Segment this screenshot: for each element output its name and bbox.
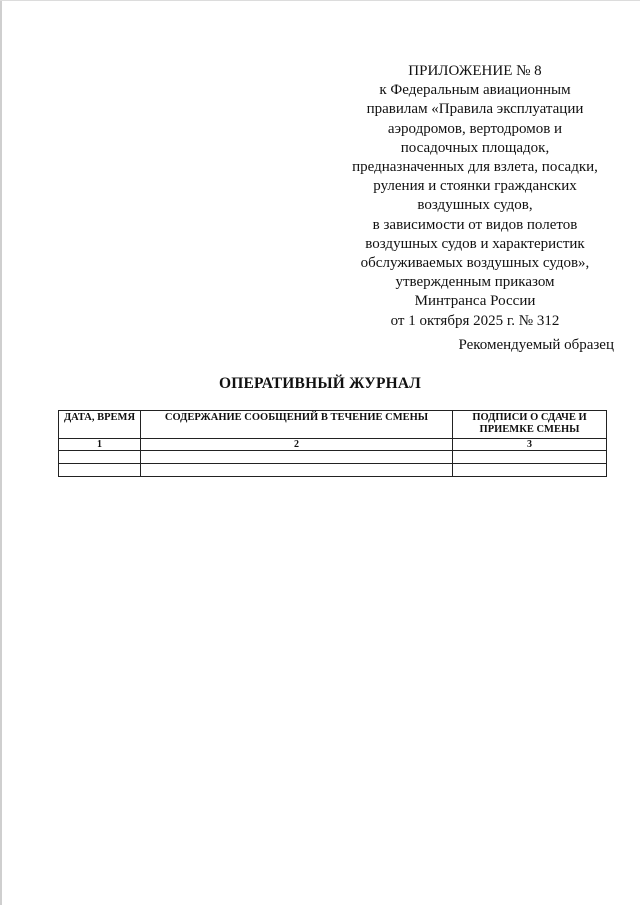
column-number-row xyxy=(59,439,607,451)
column-number: 3 xyxy=(453,439,607,451)
table-row xyxy=(59,464,607,477)
table-header-row xyxy=(59,411,607,439)
annex-line: утвержденным приказом xyxy=(395,274,555,291)
table-cell xyxy=(453,451,607,464)
journal-table xyxy=(58,410,607,477)
annex-line: обслуживаемых воздушных судов», xyxy=(360,255,590,272)
annex-header xyxy=(330,62,620,331)
annex-line: руления и стоянки гражданских xyxy=(373,178,577,195)
annex-line: к Федеральным авиационным xyxy=(379,82,571,99)
annex-line: от 1 октября 2025 г. № 312 xyxy=(390,312,560,329)
table-cell xyxy=(141,464,453,477)
annex-line: предназначенных для взлета, посадки, xyxy=(352,159,598,176)
table-cell xyxy=(453,464,607,477)
annex-line: в зависимости от видов полетов xyxy=(372,216,578,233)
header-signatures: ПОДПИСИ О СДАЧЕ И ПРИЕМКЕ СМЕНЫ xyxy=(453,411,607,439)
annex-line: воздушных судов и характеристик xyxy=(365,235,585,252)
table-cell xyxy=(141,451,453,464)
table-cell xyxy=(59,451,141,464)
annex-line: Минтранса России xyxy=(414,293,536,310)
annex-line: посадочных площадок, xyxy=(400,139,550,156)
annex-line: воздушных судов, xyxy=(417,197,533,214)
annex-line: ПРИЛОЖЕНИЕ № 8 xyxy=(408,63,542,79)
table-row xyxy=(59,451,607,464)
document-title: ОПЕРАТИВНЫЙ ЖУРНАЛ xyxy=(218,375,422,392)
recommended-sample-label: Рекомендуемый образец xyxy=(458,337,614,353)
table-cell xyxy=(59,464,141,477)
annex-line: аэродромов, вертодромов и xyxy=(387,120,563,137)
page-edge xyxy=(0,0,2,905)
column-number: 2 xyxy=(141,439,453,451)
header-date-time: ДАТА, ВРЕМЯ xyxy=(59,411,141,439)
column-number: 1 xyxy=(59,439,141,451)
annex-line: правилам «Правила эксплуатации xyxy=(366,101,584,118)
header-messages: СОДЕРЖАНИЕ СООБЩЕНИЙ В ТЕЧЕНИЕ СМЕНЫ xyxy=(141,411,453,439)
page-edge-top xyxy=(0,0,640,1)
